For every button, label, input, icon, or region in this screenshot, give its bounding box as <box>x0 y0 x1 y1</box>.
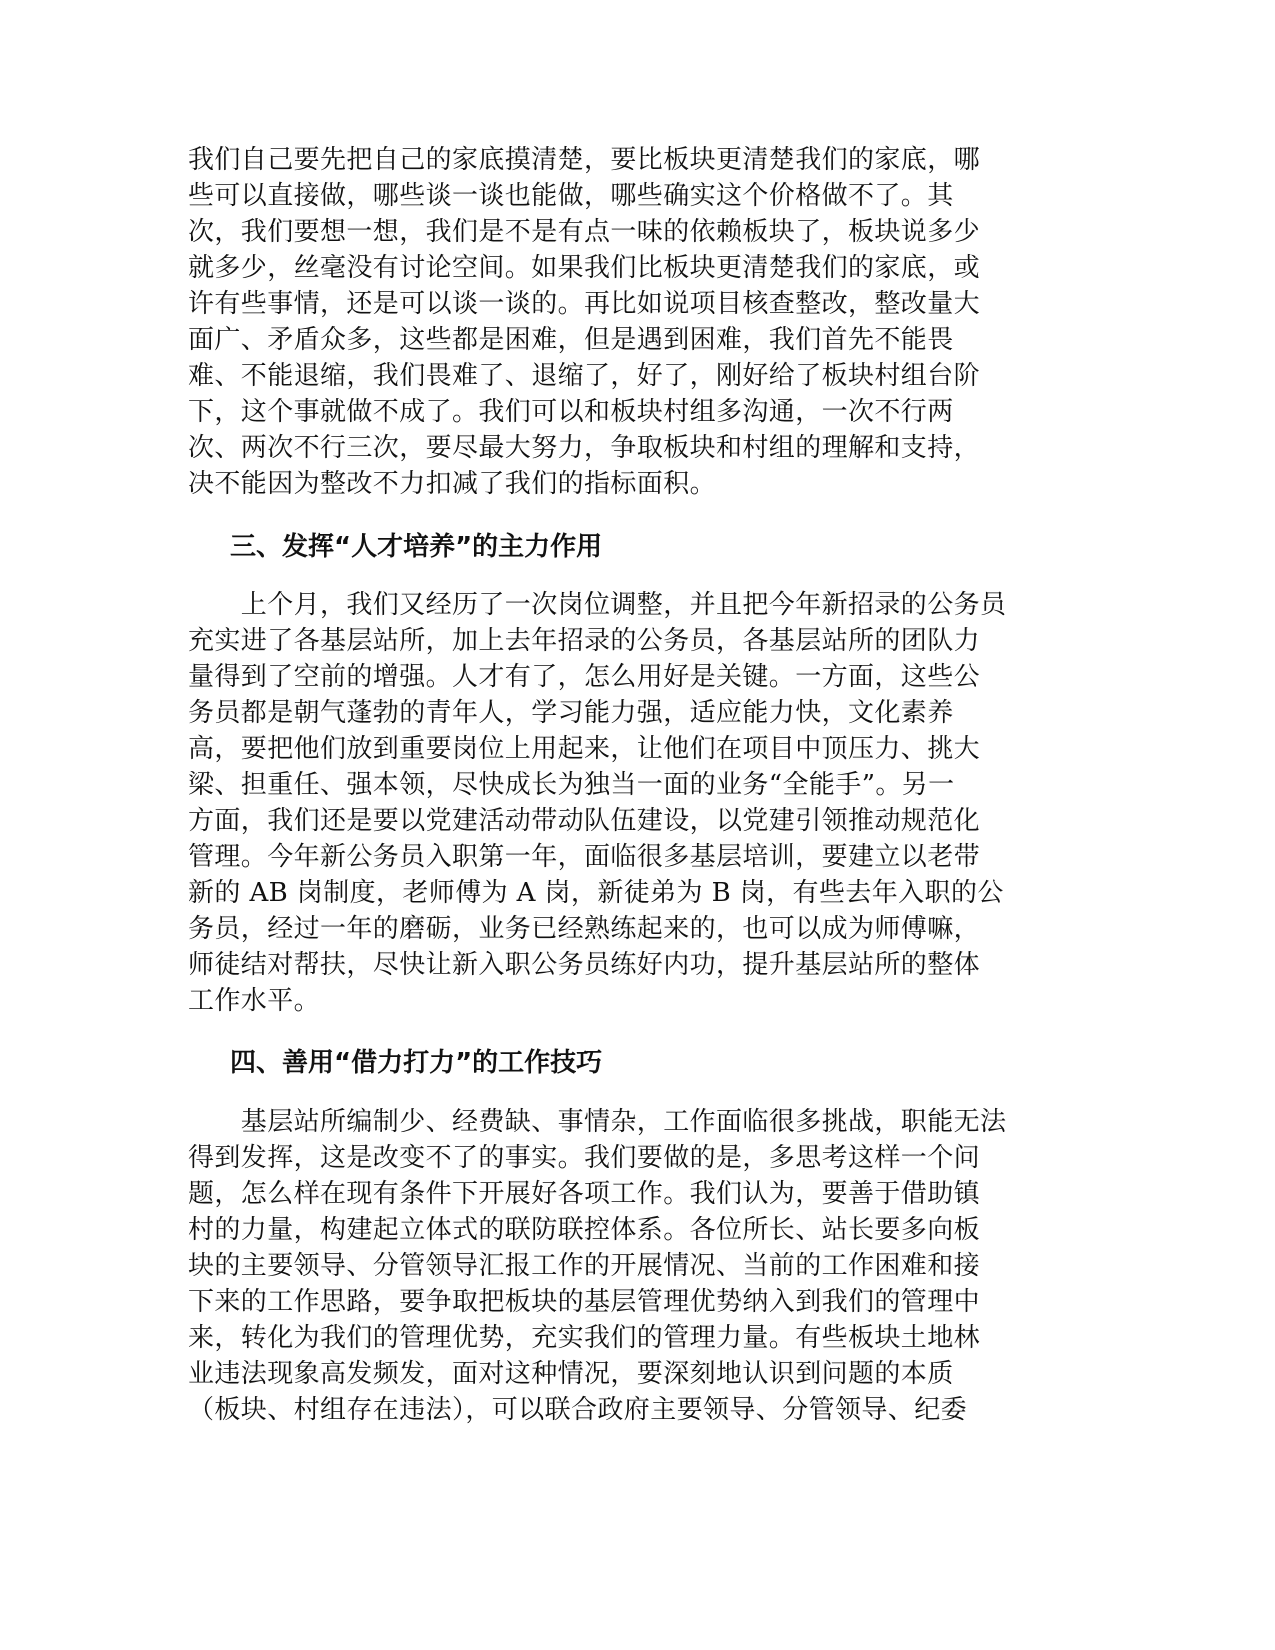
paragraph-line: 师徒结对帮扶，尽快让新入职公务员练好内功，提升基层站所的整体 <box>188 950 981 980</box>
paragraph-line: 业违法现象高发频发，面对这种情况，要深刻地认识到问题的本质 <box>188 1359 954 1389</box>
paragraph-line: 决不能因为整改不力扣减了我们的指标面积。 <box>188 469 717 499</box>
paragraph-line: 充实进了各基层站所，加上去年招录的公务员，各基层站所的团队力 <box>188 626 981 656</box>
paragraph-line: 许有些事情，还是可以谈一谈的。再比如说项目核查整改，整改量大 <box>188 289 981 319</box>
paragraph-line: 工作水平。 <box>188 986 321 1016</box>
paragraph-line: 就多少，丝毫没有讨论空间。如果我们比板块更清楚我们的家底，或 <box>188 253 981 283</box>
paragraph-line: 来，转化为我们的管理优势，充实我们的管理力量。有些板块土地林 <box>188 1323 981 1353</box>
paragraph-line: 上个月，我们又经历了一次岗位调整，并且把今年新招录的公务员 <box>188 590 1007 620</box>
paragraph-line: 务员都是朝气蓬勃的青年人，学习能力强，适应能力快，文化素养 <box>188 698 954 728</box>
paragraph-line: 管理。今年新公务员入职第一年，面临很多基层培训，要建立以老带 <box>188 842 981 872</box>
paragraph-line: 基层站所编制少、经费缺、事情杂，工作面临很多挑战，职能无法 <box>188 1107 1007 1137</box>
paragraph-line: 题，怎么样在现有条件下开展好各项工作。我们认为，要善于借助镇 <box>188 1179 981 1209</box>
paragraph-line: 块的主要领导、分管领导汇报工作的开展情况、当前的工作困难和接 <box>188 1251 981 1281</box>
paragraph-line: 我们自己要先把自己的家底摸清楚，要比板块更清楚我们的家底，哪 <box>188 145 981 175</box>
paragraph-line: 村的力量，构建起立体式的联防联控体系。各位所长、站长要多向板 <box>188 1215 981 1245</box>
paragraph-line: 次，我们要想一想，我们是不是有点一味的依赖板块了，板块说多少 <box>188 217 981 247</box>
paragraph-line: 些可以直接做，哪些谈一谈也能做，哪些确实这个价格做不了。其 <box>188 181 954 211</box>
paragraph-line: 梁、担重任、强本领，尽快成长为独当一面的业务“全能手”。另一 <box>188 770 955 800</box>
paragraph-line: 务员，经过一年的磨砺，业务已经熟练起来的，也可以成为师傅嘛， <box>188 914 981 944</box>
paragraph-line: 下，这个事就做不成了。我们可以和板块村组多沟通，一次不行两 <box>188 397 954 427</box>
paragraph-line: 量得到了空前的增强。人才有了，怎么用好是关键。一方面，这些公 <box>188 662 981 692</box>
paragraph-line: 难、不能退缩，我们畏难了、退缩了，好了，刚好给了板块村组台阶 <box>188 361 981 391</box>
paragraph-line: 面广、矛盾众多，这些都是困难，但是遇到困难，我们首先不能畏 <box>188 325 954 355</box>
paragraph-line: （板块、村组存在违法），可以联合政府主要领导、分管领导、纪委 <box>188 1395 968 1425</box>
paragraph-line: 得到发挥，这是改变不了的事实。我们要做的是，多思考这样一个问 <box>188 1143 981 1173</box>
paragraph-line: 新的 AB 岗制度，老师傅为 A 岗，新徒弟为 B 岗，有些去年入职的公 <box>188 878 1004 908</box>
paragraph-line: 次、两次不行三次，要尽最大努力，争取板块和村组的理解和支持， <box>188 433 981 463</box>
section-heading: 三、发挥“人才培养”的主力作用 <box>230 532 603 562</box>
section-heading: 四、善用“借力打力”的工作技巧 <box>230 1048 603 1078</box>
paragraph-line: 下来的工作思路，要争取把板块的基层管理优势纳入到我们的管理中 <box>188 1287 981 1317</box>
paragraph-line: 方面，我们还是要以党建活动带动队伍建设，以党建引领推动规范化 <box>188 806 981 836</box>
paragraph-line: 高，要把他们放到重要岗位上用起来，让他们在项目中顶压力、挑大 <box>188 734 981 764</box>
